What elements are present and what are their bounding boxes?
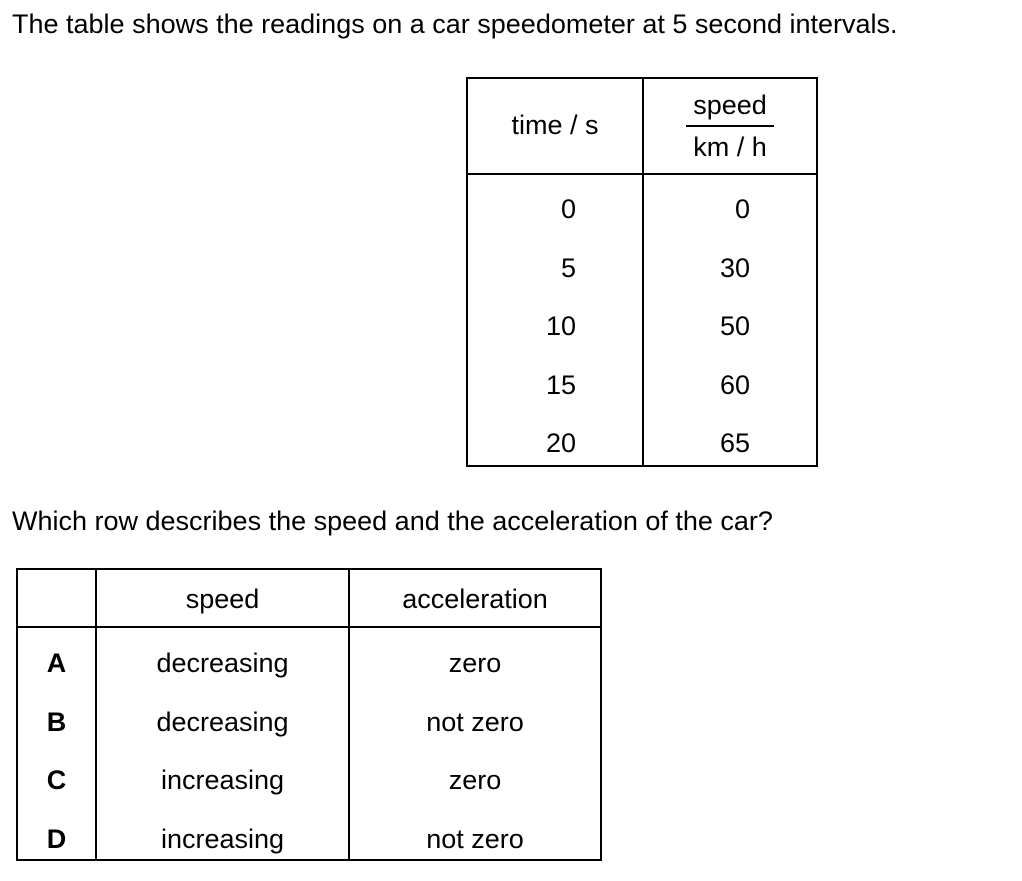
option-row-a[interactable] bbox=[18, 647, 600, 706]
time-cell: 5 bbox=[468, 252, 576, 284]
fraction-line bbox=[686, 125, 774, 127]
option-rows bbox=[18, 647, 600, 881]
speed-header bbox=[644, 89, 816, 163]
speed-header-numerator: speed bbox=[693, 90, 767, 120]
option-acceleration: not zero bbox=[350, 706, 600, 738]
acceleration-column-header: acceleration bbox=[350, 583, 600, 615]
option-letter: C bbox=[18, 764, 95, 796]
time-cell: 20 bbox=[468, 427, 576, 459]
header-divider bbox=[468, 173, 816, 175]
speed-cell: 0 bbox=[644, 193, 750, 225]
table-row bbox=[468, 310, 816, 369]
option-acceleration: not zero bbox=[350, 823, 600, 855]
time-cell: 15 bbox=[468, 369, 576, 401]
option-letter: B bbox=[18, 706, 95, 738]
option-speed: decreasing bbox=[97, 706, 348, 738]
time-cell: 10 bbox=[468, 310, 576, 342]
time-cell: 0 bbox=[468, 193, 576, 225]
speed-cell: 50 bbox=[644, 310, 750, 342]
table-row bbox=[468, 193, 816, 252]
option-speed: decreasing bbox=[97, 647, 348, 679]
data-rows bbox=[468, 193, 816, 486]
option-speed: increasing bbox=[97, 823, 348, 855]
option-speed: increasing bbox=[97, 764, 348, 796]
option-row-b[interactable] bbox=[18, 706, 600, 765]
intro-text: The table shows the readings on a car speedometer at 5 second intervals. bbox=[12, 8, 898, 40]
answer-options-table bbox=[16, 568, 602, 861]
option-acceleration: zero bbox=[350, 647, 600, 679]
header-divider bbox=[18, 626, 600, 628]
speed-cell: 60 bbox=[644, 369, 750, 401]
speed-column-header: speed bbox=[97, 583, 348, 615]
table-row bbox=[468, 369, 816, 428]
option-letter: D bbox=[18, 823, 95, 855]
speedometer-table bbox=[466, 77, 818, 467]
table-row bbox=[468, 427, 816, 486]
option-row-d[interactable] bbox=[18, 823, 600, 881]
question-text: Which row describes the speed and the acceleration of the car? bbox=[12, 505, 773, 537]
speed-header-denominator: km / h bbox=[693, 132, 767, 162]
table-row bbox=[468, 252, 816, 311]
option-row-c[interactable] bbox=[18, 764, 600, 823]
option-letter: A bbox=[18, 647, 95, 679]
speed-cell: 30 bbox=[644, 252, 750, 284]
speed-cell: 65 bbox=[644, 427, 750, 459]
option-acceleration: zero bbox=[350, 764, 600, 796]
time-header: time / s bbox=[468, 109, 642, 141]
